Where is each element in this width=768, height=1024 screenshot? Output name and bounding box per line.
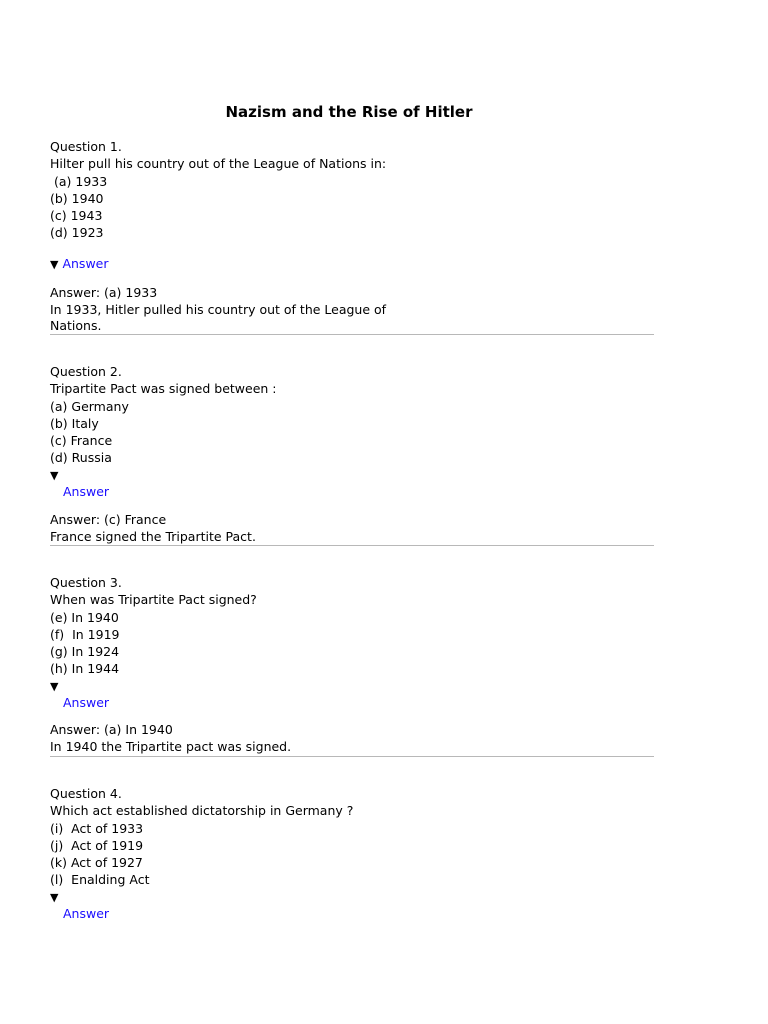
answer-line: In 1933, Hitler pulled his country out of the League of [50, 301, 387, 317]
question-heading: Question 1. [50, 139, 122, 154]
answer-line: Answer: (a) In 1940 [50, 722, 173, 737]
answer-toggle-4[interactable] [50, 888, 109, 922]
answer-link[interactable]: Answer [62, 256, 109, 271]
option-d: (d) 1923 [50, 225, 104, 241]
triangle-down-icon: ▼ [50, 680, 59, 693]
divider [50, 756, 654, 757]
answer-line: France signed the Tripartite Pact. [50, 528, 256, 544]
question-heading: Question 3. [50, 575, 122, 590]
option-k: (k) Act of 1927 [50, 855, 143, 871]
question-2 [50, 363, 654, 467]
option-b: (b) Italy [50, 415, 99, 431]
question-prompt: Which act established dictatorship in Germany ? [50, 803, 354, 819]
answer-link[interactable]: Answer [63, 695, 110, 710]
question-prompt: When was Tripartite Pact signed? [50, 592, 257, 608]
triangle-down-icon: ▼ [50, 469, 59, 482]
page-title: Nazism and the Rise of Hitler [225, 103, 473, 121]
divider [50, 334, 654, 335]
option-a: (a) 1933 [50, 173, 108, 189]
option-b: (b) 1940 [50, 190, 104, 206]
answer-line: In 1940 the Tripartite pact was signed. [50, 738, 292, 754]
option-i: (i) Act of 1933 [50, 820, 144, 836]
option-d: (d) Russia [50, 450, 112, 466]
answer-link[interactable]: Answer [63, 484, 110, 499]
question-3 [50, 574, 654, 678]
answer-line: Nations. [50, 318, 102, 333]
question-heading: Question 2. [50, 364, 122, 379]
option-j: (j) Act of 1919 [50, 837, 144, 853]
answer-line: Answer: (a) 1933 [50, 285, 158, 300]
answer-toggle-2[interactable] [50, 466, 109, 500]
option-e: (e) In 1940 [50, 609, 119, 625]
answer-1 [50, 285, 654, 335]
option-l: (l) Enalding Act [50, 872, 150, 888]
option-f: (f) In 1919 [50, 626, 120, 642]
answer-line: Answer: (c) France [50, 512, 167, 527]
question-4 [50, 785, 654, 889]
question-heading: Question 4. [50, 786, 122, 801]
answer-link[interactable]: Answer [63, 906, 110, 921]
answer-toggle-3[interactable] [50, 677, 109, 711]
triangle-down-icon: ▼ [50, 891, 59, 904]
answer-2 [50, 512, 654, 545]
answer-3 [50, 722, 654, 755]
option-h: (h) In 1944 [50, 661, 120, 677]
triangle-down-icon: ▼ [50, 258, 59, 271]
question-prompt: Hilter pull his country out of the League of Nations in: [50, 156, 387, 172]
divider [50, 545, 654, 546]
question-prompt: Tripartite Pact was signed between : [50, 381, 277, 397]
option-g: (g) In 1924 [50, 644, 120, 660]
question-1 [50, 138, 654, 242]
option-a: (a) Germany [50, 398, 129, 414]
option-c: (c) France [50, 433, 113, 449]
answer-toggle-1[interactable] [50, 255, 109, 273]
option-c: (c) 1943 [50, 208, 103, 224]
